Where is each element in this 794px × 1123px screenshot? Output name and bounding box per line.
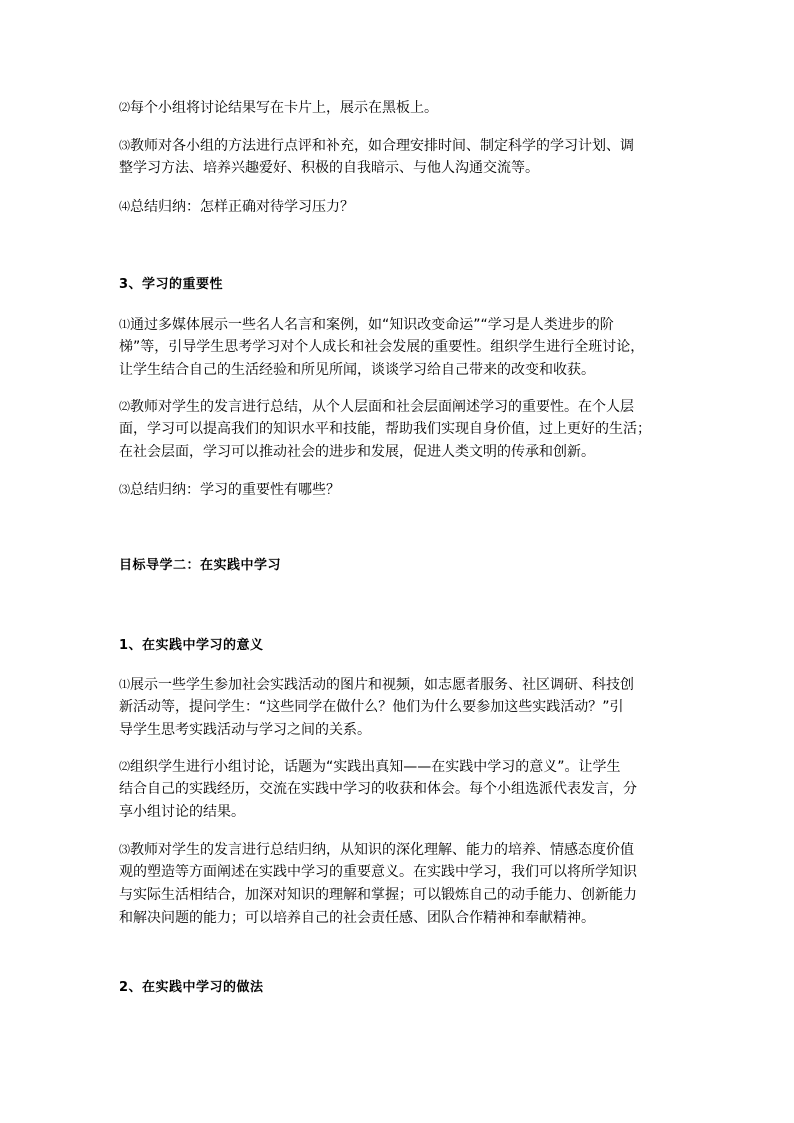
paragraph-line: 与实际生活相结合，加深对知识的理解和掌握；可以锻炼自己的动手能力、创新能力 <box>119 887 637 903</box>
list-marker: ⑵ <box>119 400 130 413</box>
paragraph-line: 享小组讨论的结果。 <box>119 804 245 820</box>
list-marker: ⑴ <box>119 318 130 331</box>
paragraph-b4 <box>119 313 679 382</box>
subsection-heading: 1、在实践中学习的意义 <box>119 638 264 653</box>
paragraph-b6 <box>119 478 679 501</box>
paragraph-line: ⑶总结归纳：学习的重要性有哪些？ <box>119 482 340 498</box>
paragraph-b3 <box>119 195 679 218</box>
paragraph-line: 观的塑造等方面阐述在实践中学习的重要意义。在实践中学习，我们可以将所学知识 <box>119 864 637 880</box>
paragraph-line: 整学习方法、培养兴趣爱好、积极的自我暗示、与他人沟通交流等。 <box>119 160 539 176</box>
paragraph-b7 <box>119 673 679 742</box>
paragraph-line: 新活动等，提问学生：“这些同学在做什么？他们为什么要参加这些实践活动？”引 <box>119 699 624 715</box>
paragraph-b5 <box>119 395 679 464</box>
paragraph-b1 <box>119 96 679 119</box>
paragraph-line: ⑴展示一些学生参加社会实践活动的图片和视频，如志愿者服务、社区调研、科技创 <box>119 677 634 693</box>
paragraph-b9 <box>119 838 679 930</box>
paragraph-line: 梯”等，引导学生思考学习对个人成长和社会发展的重要性。组织学生进行全班讨论， <box>119 339 645 355</box>
section-heading: 目标导学二：在实践中学习 <box>119 558 282 573</box>
list-marker: ⑶ <box>119 139 130 152</box>
list-marker: ⑴ <box>119 678 130 691</box>
paragraph-line: 导学生思考实践活动与学习之间的关系。 <box>119 722 371 738</box>
list-marker: ⑵ <box>119 101 130 114</box>
paragraph-line: 结合自己的实践经历，交流在实践中学习的收获和体会。每个小组选派代表发言，分 <box>119 781 637 797</box>
paragraph-line: ⑶教师对各小组的方法进行点评和补充，如合理安排时间、制定科学的学习计划、调 <box>119 138 634 154</box>
list-marker: ⑶ <box>119 483 130 496</box>
paragraph-b8 <box>119 755 679 824</box>
paragraph-line: ⑴通过多媒体展示一些名人名言和案例，如“知识改变命运”“学习是人类进步的阶 <box>119 317 614 333</box>
list-marker: ⑷ <box>119 200 130 213</box>
subsection-heading: 2、在实践中学习的做法 <box>119 980 264 995</box>
paragraph-line: ⑶教师对学生的发言进行总结归纳，从知识的深化理解、能力的培养、情感态度价值 <box>119 842 634 858</box>
paragraph-line: ⑷总结归纳：怎样正确对待学习压力？ <box>119 199 354 215</box>
paragraph-line: 让学生结合自己的生活经验和所见所闻，谈谈学习给自己带来的改变和收获。 <box>119 362 595 378</box>
list-marker: ⑶ <box>119 843 130 856</box>
paragraph-line: 在社会层面，学习可以推动社会的进步和发展，促进人类文明的传承和创新。 <box>119 444 595 460</box>
list-marker: ⑵ <box>119 760 130 773</box>
paragraph-line: ⑵组织学生进行小组讨论，话题为“实践出真知——在实践中学习的意义”。让学生 <box>119 759 621 775</box>
paragraph-b2 <box>119 134 679 180</box>
paragraph-line: 和解决问题的能力；可以培养自己的社会责任感、团队合作精神和奉献精神。 <box>119 910 595 926</box>
paragraph-line: ⑵教师对学生的发言进行总结，从个人层面和社会层面阐述学习的重要性。在个人层 <box>119 399 634 415</box>
paragraph-line: 面，学习可以提高我们的知识水平和技能，帮助我们实现自身价值，过上更好的生活； <box>119 421 651 437</box>
paragraph-line: ⑵每个小组将讨论结果写在卡片上，展示在黑板上。 <box>119 100 438 116</box>
section-heading: 3、学习的重要性 <box>119 277 224 292</box>
